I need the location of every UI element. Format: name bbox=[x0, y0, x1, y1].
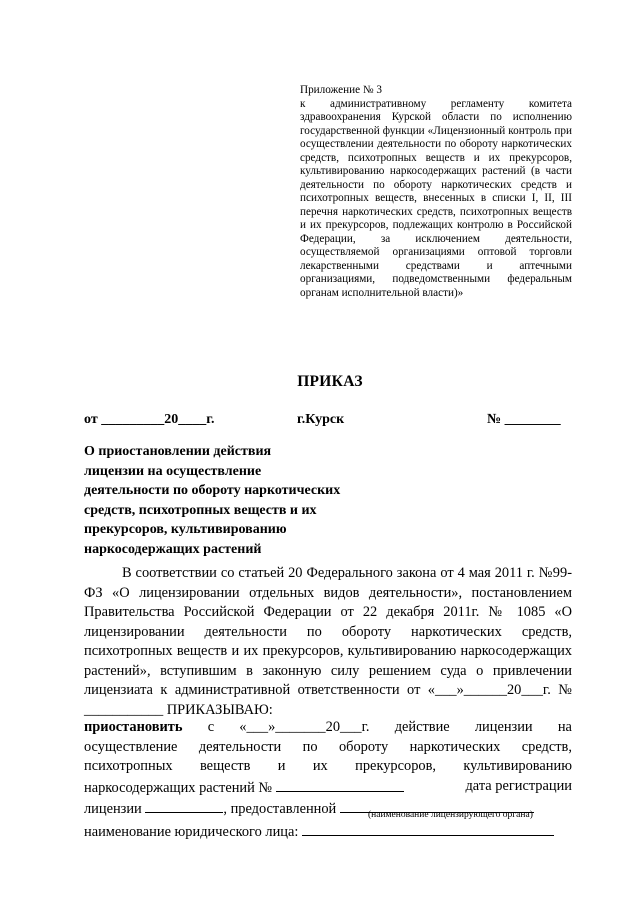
appendix-text: к административному регламенту комитета здравоохранения Курской области по исполнению государственной функции «Лицензионный контроль при осуществлении деятельности по обороту наркотических средств, психотропных веществ и их прекурсоров, культивированию наркосодержащих растений (в части деятельности по обороту наркотических средств и психотропных веществ, внесенных в списки I, II, III перечня наркотических средств, психотропных веществ и их прекурсоров, подлежащих контролю в Российской Федерации, за исключением деятельности, осуществляемой организациями оптовой торговли лекарственными средствами и аптечными организациями, подведомственными федеральным органам исполнительной власти)» bbox=[300, 97, 572, 299]
licensing-authority-caption: (наименование лицензирующего органа) bbox=[368, 810, 533, 820]
order-subject bbox=[84, 442, 384, 559]
document-title: ПРИКАЗ bbox=[297, 373, 363, 390]
word: их bbox=[312, 758, 328, 774]
subject-line: средств, психотропных веществ и их bbox=[84, 502, 317, 518]
order-line-1 bbox=[84, 718, 572, 738]
legal-entity-line bbox=[84, 821, 572, 843]
subject-line: прекурсоров, культивированию bbox=[84, 522, 287, 537]
word: средств, bbox=[521, 738, 572, 755]
subject-line: лицензии на осуществление bbox=[84, 463, 262, 479]
legal-entity-blank bbox=[302, 821, 554, 836]
word: психотропных bbox=[84, 758, 173, 774]
license-date-blank bbox=[145, 798, 223, 813]
order-line-4 bbox=[84, 777, 572, 799]
word: деятельности bbox=[198, 738, 282, 755]
word: культивированию bbox=[463, 758, 572, 774]
subject-line: наркосодержащих растений bbox=[84, 541, 262, 557]
word: с bbox=[207, 719, 215, 735]
order-line-3 bbox=[84, 757, 572, 777]
word: на bbox=[557, 719, 572, 735]
granted-by-label: , предоставленной bbox=[223, 801, 337, 817]
subject-line: О приостановлении действия bbox=[84, 444, 272, 459]
preamble-paragraph bbox=[84, 564, 572, 720]
order-verb: приостановить bbox=[84, 719, 183, 735]
order-city: г.Курск bbox=[297, 412, 345, 427]
order-line bbox=[84, 412, 572, 430]
order-line-2 bbox=[84, 738, 572, 758]
word: по bbox=[302, 738, 318, 755]
word: обороту bbox=[338, 738, 389, 755]
license-label: лицензии bbox=[84, 801, 142, 817]
word: осуществление bbox=[84, 738, 178, 755]
word: и bbox=[277, 758, 286, 774]
license-number-label: наркосодержащих растений № bbox=[84, 779, 273, 796]
order-date: от _________20____г. bbox=[84, 412, 215, 427]
license-number-blank bbox=[276, 777, 404, 792]
word: лицензии bbox=[474, 719, 533, 735]
appendix-block bbox=[300, 84, 572, 300]
date-blank: «___»_______20___г. bbox=[239, 719, 370, 735]
preamble-text: В соответствии со статьей 20 Федерального закона от 4 мая 2011 г. №99-ФЗ «О лицензировании отдельных видов деятельности», постановлением Правительства Российской Федерации от 22 декабря 2011г. № 1085 «О лицензировании деятельности по обороту наркотических средств, психотропных веществ и их прекурсоров, культивированию наркосодержащих растений», вступившим в законную силу решением суда о привлечении лицензиата к административной ответственности от «___»______20___г. № ___________ ПРИКАЗЫВАЮ: bbox=[84, 565, 572, 718]
registration-date-label: дата регистрации bbox=[465, 777, 572, 794]
order-body bbox=[84, 718, 572, 820]
word: действие bbox=[394, 719, 450, 735]
order-number: № ________ bbox=[487, 412, 561, 427]
word: прекурсоров, bbox=[355, 758, 436, 774]
word: наркотических bbox=[409, 738, 501, 755]
legal-entity-label: наименование юридического лица: bbox=[84, 824, 299, 840]
appendix-heading: Приложение № 3 bbox=[300, 84, 382, 96]
word: веществ bbox=[199, 758, 251, 774]
subject-line: деятельности по обороту наркотических bbox=[84, 483, 341, 498]
